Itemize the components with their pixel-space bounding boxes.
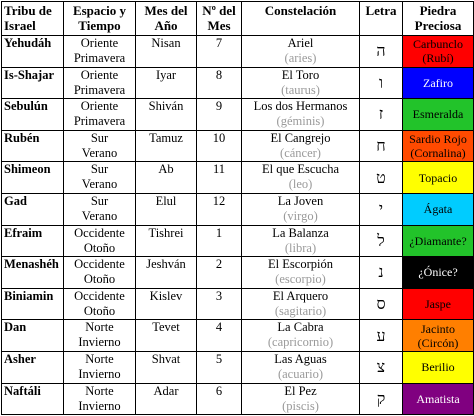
space-time-cell [64, 67, 136, 99]
stone-cell: Zafiro [403, 67, 474, 99]
month-number-cell: 8 [197, 67, 242, 99]
stone-cell: Jaspe [403, 288, 474, 320]
month-cell: Nisan [136, 36, 197, 68]
tribe-cell: Menashéh [2, 257, 64, 289]
header-row [2, 2, 474, 36]
table-row [2, 36, 474, 68]
direction-text: Sur [90, 130, 109, 145]
month-number-cell: 3 [197, 288, 242, 320]
direction-text: Occidente [74, 288, 125, 303]
direction-text: Norte [85, 383, 114, 398]
space-time-cell [64, 162, 136, 194]
hebrew-letter-cell: ע [360, 320, 403, 352]
header-letter: Letra [360, 2, 403, 36]
hebrew-letter-cell: ט [360, 162, 403, 194]
season-text: Invierno [78, 398, 121, 413]
hebrew-letter-cell: ק [360, 383, 403, 415]
constellation-name: Las Aguas [274, 351, 327, 366]
table-row [2, 162, 474, 194]
constellation-cell [242, 193, 360, 225]
space-time-cell [64, 351, 136, 383]
season-text: Otoño [83, 272, 116, 287]
season-text: Otoño [83, 303, 116, 318]
hebrew-letter-cell: ל [360, 225, 403, 257]
constellation-cell [242, 288, 360, 320]
constellation-latin: (libra) [284, 240, 317, 255]
tribe-cell: Asher [2, 351, 64, 383]
header-space-time: Espacio y Tiempo [64, 2, 136, 36]
table-row [2, 130, 474, 162]
stone-cell: Amatista [403, 383, 474, 415]
stone-cell: Sardio Rojo (Cornalina) [403, 130, 474, 162]
space-time-cell [64, 320, 136, 352]
month-number-cell: 9 [197, 99, 242, 131]
table-row [2, 225, 474, 257]
constellation-cell [242, 383, 360, 415]
month-cell: Shiván [136, 99, 197, 131]
space-time-cell [64, 193, 136, 225]
tribe-cell: Dan [2, 320, 64, 352]
constellation-cell [242, 225, 360, 257]
space-time-cell [64, 225, 136, 257]
month-number-cell: 4 [197, 320, 242, 352]
season-text: Invierno [78, 335, 121, 350]
constellation-name: El Toro [281, 67, 320, 82]
constellation-name: La Balanza [272, 225, 329, 240]
stone-cell: Berilio [403, 351, 474, 383]
constellation-latin: (piscis) [282, 398, 319, 413]
constellation-name: Ariel [287, 36, 314, 50]
table-row [2, 351, 474, 383]
direction-text: Norte [85, 351, 114, 366]
hebrew-letter-cell: ה [360, 36, 403, 68]
constellation-cell [242, 351, 360, 383]
tribe-cell: Is-Shajar [2, 67, 64, 99]
constellation-latin: (taurus) [281, 82, 320, 97]
hebrew-letter-cell: נ [360, 257, 403, 289]
month-cell: Iyar [136, 67, 197, 99]
space-time-cell [64, 36, 136, 68]
constellation-name: El que Escucha [261, 162, 340, 177]
month-cell: Tevet [136, 320, 197, 352]
direction-text: Oriente [80, 36, 119, 50]
month-number-cell: 1 [197, 225, 242, 257]
month-cell: Elul [136, 193, 197, 225]
space-time-cell [64, 130, 136, 162]
header-tribe: Tribu de Israel [2, 2, 64, 36]
constellation-latin: (escorpio) [275, 272, 326, 287]
constellation-name: La Cabra [277, 320, 324, 335]
month-number-cell: 5 [197, 351, 242, 383]
month-cell: Tamuz [136, 130, 197, 162]
constellation-cell [242, 99, 360, 131]
table-row [2, 288, 474, 320]
hebrew-letter-cell: ח [360, 130, 403, 162]
constellation-cell [242, 257, 360, 289]
constellation-cell [242, 320, 360, 352]
direction-text: Norte [85, 320, 114, 335]
direction-text: Oriente [80, 99, 119, 114]
direction-text: Oriente [80, 67, 119, 82]
constellation-name: El Escorpión [268, 257, 333, 272]
header-month-number: Nº del Mes [197, 2, 242, 36]
month-cell: Adar [136, 383, 197, 415]
hebrew-letter-cell: י [360, 193, 403, 225]
space-time-cell [64, 257, 136, 289]
month-cell: Ab [136, 162, 197, 194]
direction-text: Occidente [74, 225, 125, 240]
constellation-name: Los dos Hermanos [253, 99, 348, 114]
tribe-cell: Naftáli [2, 383, 64, 415]
hebrew-letter-cell: ס [360, 288, 403, 320]
header-constellation: Constelación [242, 2, 360, 36]
month-number-cell: 12 [197, 193, 242, 225]
table-row [2, 193, 474, 225]
hebrew-letter-cell: צ [360, 351, 403, 383]
month-number-cell: 6 [197, 383, 242, 415]
stone-cell: ¿Ónice? [403, 257, 474, 289]
stone-cell: Esmeralda [403, 99, 474, 131]
stone-cell: Jacinto (Circón) [403, 320, 474, 352]
season-text: Primavera [73, 82, 126, 97]
constellation-cell [242, 130, 360, 162]
constellation-latin: (sagitario) [274, 303, 327, 318]
table-row [2, 383, 474, 415]
month-number-cell: 11 [197, 162, 242, 194]
season-text: Primavera [73, 114, 126, 129]
month-cell: Kislev [136, 288, 197, 320]
tribe-cell: Gad [2, 193, 64, 225]
season-text: Verano [81, 145, 118, 160]
header-month: Mes del Año [136, 2, 197, 36]
direction-text: Sur [90, 162, 109, 177]
tribe-cell: Biniamin [2, 288, 64, 320]
season-text: Invierno [78, 366, 121, 381]
constellation-name: El Arquero [272, 288, 329, 303]
direction-text: Sur [90, 193, 109, 208]
constellation-cell [242, 67, 360, 99]
season-text: Verano [81, 177, 118, 192]
constellation-latin: (cáncer) [280, 145, 321, 160]
constellation-latin: (capricornio) [267, 335, 334, 350]
table-row [2, 320, 474, 352]
space-time-cell [64, 288, 136, 320]
month-number-cell: 10 [197, 130, 242, 162]
constellation-cell [242, 36, 360, 68]
table-row [2, 99, 474, 131]
header-stone: Piedra Preciosa [403, 2, 474, 36]
tribe-cell: Rubén [2, 130, 64, 162]
month-cell: Tishrei [136, 225, 197, 257]
hebrew-letter-cell: ו [360, 67, 403, 99]
constellation-latin: (acuario) [277, 366, 324, 381]
constellation-name: La Joven [277, 193, 324, 208]
season-text: Otoño [83, 240, 116, 255]
space-time-cell [64, 99, 136, 131]
constellation-latin: (géminis) [276, 114, 325, 129]
month-cell: Jeshván [136, 257, 197, 289]
constellation-latin: (virgo) [283, 208, 318, 223]
direction-text: Occidente [74, 257, 125, 272]
season-text: Primavera [73, 51, 126, 65]
stone-cell: ¿Diamante? [403, 225, 474, 257]
constellation-latin: (aries) [284, 51, 317, 65]
stone-cell: Carbunclo (Rubí) [403, 36, 474, 68]
month-number-cell: 2 [197, 257, 242, 289]
constellation-cell [242, 162, 360, 194]
month-cell: Shvat [136, 351, 197, 383]
table-row [2, 67, 474, 99]
constellation-name: El Cangrejo [270, 130, 331, 145]
tribes-table [1, 1, 474, 415]
hebrew-letter-cell: ז [360, 99, 403, 131]
constellation-latin: (leo) [288, 177, 313, 192]
space-time-cell [64, 383, 136, 415]
tribe-cell: Sebulún [2, 99, 64, 131]
season-text: Verano [81, 208, 118, 223]
month-number-cell: 7 [197, 36, 242, 68]
tribe-cell: Yehudáh [2, 36, 64, 68]
stone-cell: Ágata [403, 193, 474, 225]
stone-cell: Topacio [403, 162, 474, 194]
tribe-cell: Efraim [2, 225, 64, 257]
constellation-name: El Pez [284, 383, 317, 398]
tribe-cell: Shimeon [2, 162, 64, 194]
table-row [2, 257, 474, 289]
